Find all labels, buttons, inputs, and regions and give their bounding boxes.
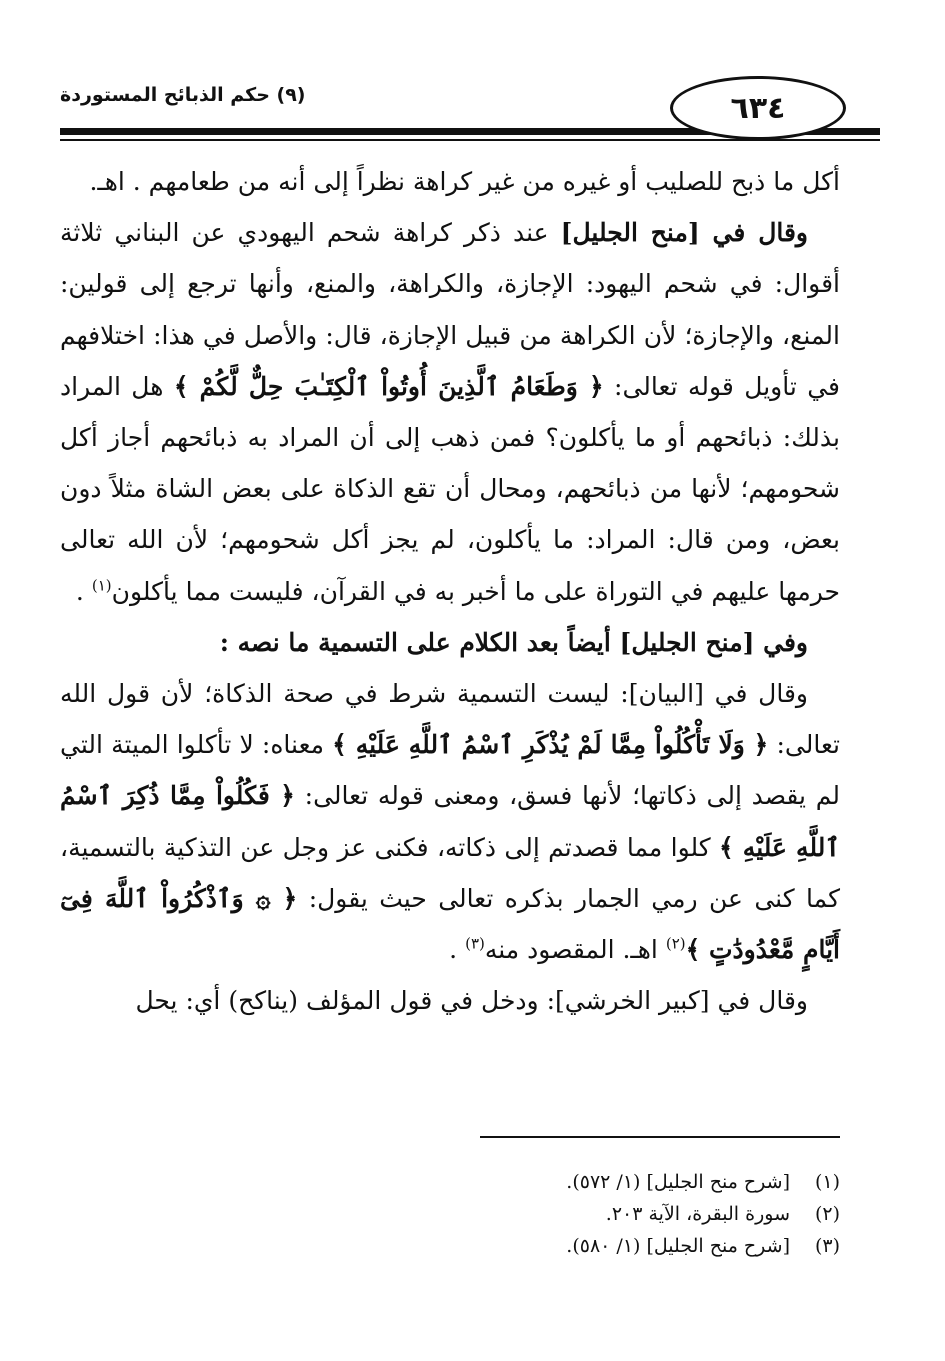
page-number-oval [670, 76, 846, 140]
paragraph-2-lead: وقال في [منح الجليل] [560, 218, 808, 248]
paragraph-4-text-b: معناه: لا تأكلوا الميتة التي لم يقصد إلى ذكاتها؛ لأنها فسق، ومعنى قوله تعالى: [60, 730, 840, 811]
footnote-number: (٢) [814, 1203, 840, 1225]
paragraph-4-text-d: اهـ. المقصود منه [484, 935, 666, 965]
footnote-ref-1: (١) [91, 576, 112, 595]
footnote-item [380, 1166, 840, 1198]
footnote-number: (٣) [814, 1235, 840, 1257]
paragraph-4-end: . [449, 935, 466, 965]
page-number: ٦٣٤ [730, 90, 786, 126]
running-title: (٩) حكم الذبائح المستوردة [60, 84, 306, 106]
footnote-text: [شرح منح الجليل] (١/ ٥٧٢). [566, 1171, 790, 1193]
paragraph-3: وفي [منح الجليل] أيضاً بعد الكلام على التسمية ما نصه : [219, 627, 808, 657]
page-header [60, 70, 880, 150]
paragraph-4 [60, 668, 840, 975]
quran-verse-3: ﴿ فَكُلُواْ مِمَّا ذُكِرَ ٱسْمُ ٱللَّهِ عَلَيْهِ ﴾ [60, 781, 840, 862]
footnote-ref-2: (٢) [665, 934, 686, 953]
paragraph-4-text-a: وقال في [البيان]: ليست التسمية شرط في صحة الذكاة؛ لأن قول الله تعالى: [60, 679, 840, 760]
footnote-item [380, 1198, 840, 1230]
footnote-item [380, 1230, 840, 1262]
paragraph-2-text-a: عند ذكر كراهة شحم اليهودي عن البناني ثلاثة أقوال: في شحم اليهود: الإجازة، والكراهة، والمنع، وأنها ترجع إلى قولين: المنع، والإجازة؛ لأن الكراهة من قبيل الإجازة، قال: والأصل في هذا: اختلافهم في تأويل قوله تعالى: [60, 218, 841, 401]
paragraph-4-text-c: كلوا مما قصدتم إلى ذكاته، فكنى عز وجل عن التذكية بالتسمية، كما كنى عن رمي الجمار بذكره تعالى حيث يقول: [60, 832, 840, 913]
footnote-number: (١) [814, 1171, 840, 1193]
footnote-ref-3: (٣) [465, 934, 485, 953]
quran-verse-1: ﴿ وَطَعَامُ ٱلَّذِينَ أُوتُواْ ٱلْكِتَـٰبَ حِلٌّ لَّكُمْ ﴾ [173, 371, 604, 401]
main-text [60, 156, 840, 1026]
paragraph-2-text-b: هل المراد بذلك: ذبائحهم أو ما يأكلون؟ فمن ذهب إلى أن المراد به ذبائحهم أجاز أكل شحومهم؛ لأنها من ذبائحهم، ومحال أن تقع الذكاة على بعض الشاة مثلاً دون بعض، ومن قال: المراد: ما يأكلون، لم يجز أكل شحومهم؛ لأن الله تعالى حرمها عليهم في التوراة على ما أخبر به في القرآن، فليست مما يأكلون [60, 371, 840, 606]
paragraph-1: أكل ما ذبح للصليب أو غيره من غير كراهة نظراً إلى أنه من طعامهم . اهـ. [89, 167, 840, 196]
footnotes [380, 1166, 840, 1262]
footnote-separator [480, 1136, 840, 1138]
footnote-text: سورة البقرة، الآية ٢٠٣. [605, 1203, 790, 1225]
quran-verse-4: ﴿ ۞ وَٱذْكُرُواْ ٱللَّهَ فِىٓ أَيَّامٍ مَّعْدُودَٰتٍ ﴾ [60, 883, 840, 965]
paragraph-5: وقال في [كبير الخرشي]: ودخل في قول المؤلف (يناكح) أي: يحل [135, 986, 808, 1016]
paragraph-2-end: . [75, 576, 92, 606]
paragraph-2 [60, 207, 840, 617]
quran-verse-2: ﴿ وَلَا تَأْكُلُواْ مِمَّا لَمْ يُذْكَرِ ٱسْمُ ٱللَّهِ عَلَيْهِ ﴾ [332, 730, 769, 760]
footnote-text: [شرح منح الجليل] (١/ ٥٨٠). [566, 1235, 790, 1257]
